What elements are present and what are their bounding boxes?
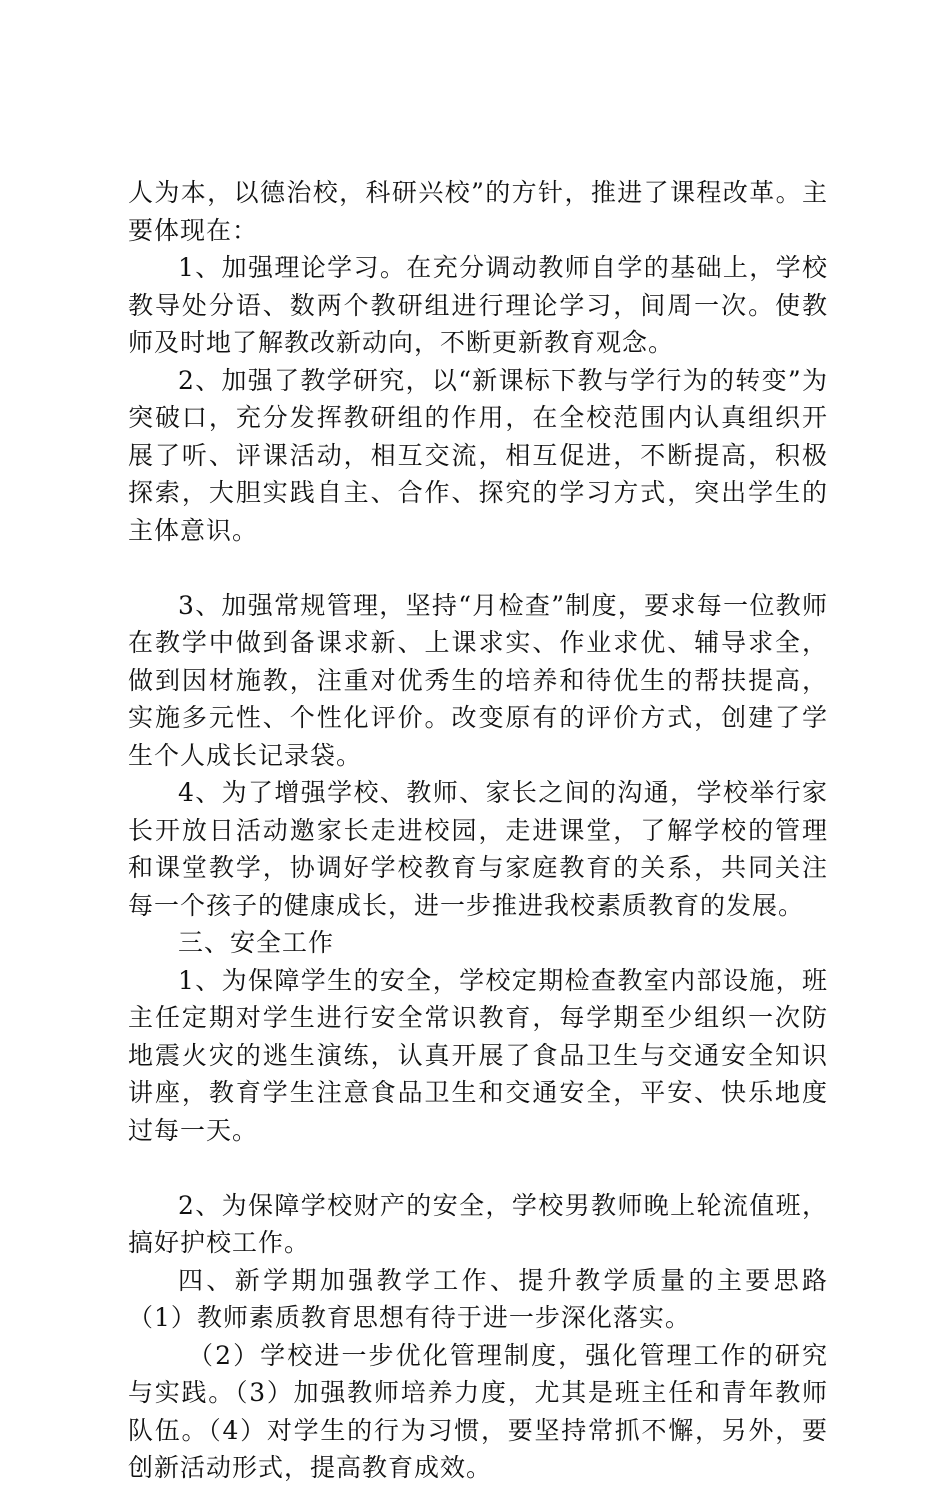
paragraph-intro: 人为本，以德治校，科研兴校”的方针，推进了课程改革。主要体现在： [128,178,828,245]
paragraph-management-system: （2）学校进一步优化管理制度，强化管理工作的研究与实践。（3）加强教师培养力度，尤其是班主任和青年教师队伍。（4）对学生的行为习惯，要坚持常抓不懈，另外，要创新活动形式，提高教育成效。 [128,1340,828,1482]
paragraph-property-safety: 2、为保障学校财产的安全，学校男教师晚上轮流值班，搞好护校工作。 [128,1190,828,1257]
section-heading-safety: 三、安全工作 [178,928,335,957]
paragraph-teaching-research: 2、加强了教学研究，以“新课标下教与学行为的转变”为突破口，充分发挥教研组的作用，在全校范围内认真组织开展了听、评课活动，相互交流，相互促进，不断提高，积极探索，大胆实践自主、合作、探究的学习方式，突出学生的主体意识。 [128,365,828,545]
paragraph-student-safety: 1、为保障学生的安全，学校定期检查教室内部设施，班主任定期对学生进行安全常识教育，每学期至少组织一次防地震火灾的逃生演练，认真开展了食品卫生与交通安全知识讲座，教育学生注意食品卫生和交通安全，平安、快乐地度过每一天。 [128,965,828,1145]
paragraph-theory-study: 1、加强理论学习。在充分调动教师自学的基础上，学校教导处分语、数两个教研组进行理论学习，间周一次。使教师及时地了解教改新动向，不断更新教育观念。 [128,253,828,357]
document-body [128,174,828,1487]
paragraph-parent-communication: 4、为了增强学校、教师、家长之间的沟通，学校举行家长开放日活动邀家长走进校园，走进课堂，了解学校的管理和课堂教学，协调好学校教育与家庭教育的关系，共同关注每一个孩子的健康成长，进一步推进我校素质教育的发展。 [128,778,828,920]
paragraph-spacer [128,549,828,587]
paragraph-routine-management: 3、加强常规管理，坚持“月检查”制度，要求每一位教师在教学中做到备课求新、上课求实、作业求优、辅导求全，做到因材施教，注重对优秀生的培养和待优生的帮扶提高，实施多元性、个性化评价。改变原有的评价方式，创建了学生个人成长记录袋。 [128,590,828,770]
paragraph-new-term-ideas: 四、新学期加强教学工作、提升教学质量的主要思路（1）教师素质教育思想有待于进一步深化落实。 [128,1265,828,1332]
paragraph-spacer [128,1149,828,1187]
